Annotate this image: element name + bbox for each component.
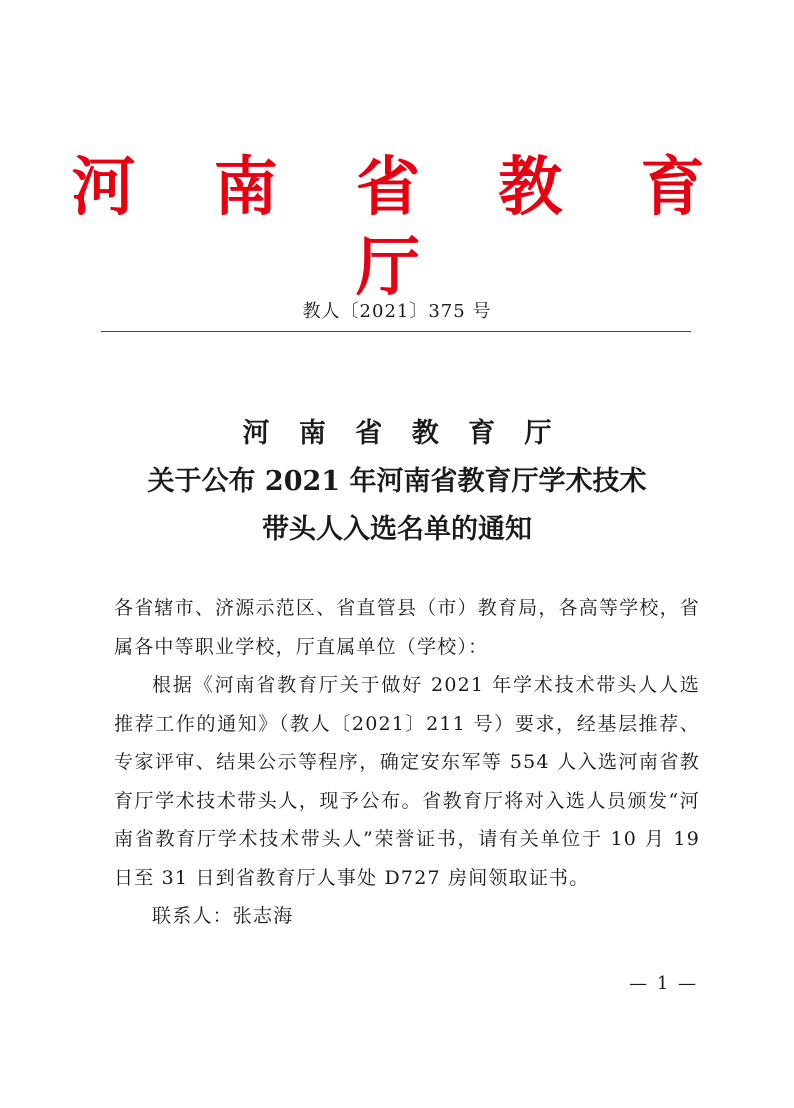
contact-person: 联系人：张志海	[152, 905, 294, 927]
body-paragraph: 根据《河南省教育厅关于做好 2021 年学术技术带头人人选推荐工作的通知》（教人〔2021〕211 号）要求，经基层推荐、专家评审、结果公示等程序，确定安东军等 554 人入选河南省教育厅学术技术带头人，现予公布。省教育厅将对入选人员颁发“河南省教育厅学术技术带头人”荣誉证书，请有关单位于 10 月 19 日至 31 日到省教育厅人事处 D727 房间领取证书。	[114, 674, 700, 889]
recipients: 各省辖市、济源示范区、省直管县（市）教育局，各高等学校，省属各中等职业学校，厅直属单位（学校）：	[114, 597, 700, 658]
notice-title	[0, 410, 794, 554]
document-number: 教人〔2021〕375 号	[302, 301, 492, 322]
title-line-issuer: 河 南 省 教 育 厅	[242, 418, 562, 449]
title-line-subject-cont: 带头人入选名单的通知	[262, 514, 532, 545]
masthead-title: 河 南 省 教 育 厅	[71, 150, 733, 305]
red-divider	[101, 331, 691, 332]
title-line-subject: 关于公布 2021 年河南省教育厅学术技术	[147, 466, 647, 497]
notice-body	[114, 589, 700, 936]
page-number: — 1 —	[629, 973, 698, 994]
